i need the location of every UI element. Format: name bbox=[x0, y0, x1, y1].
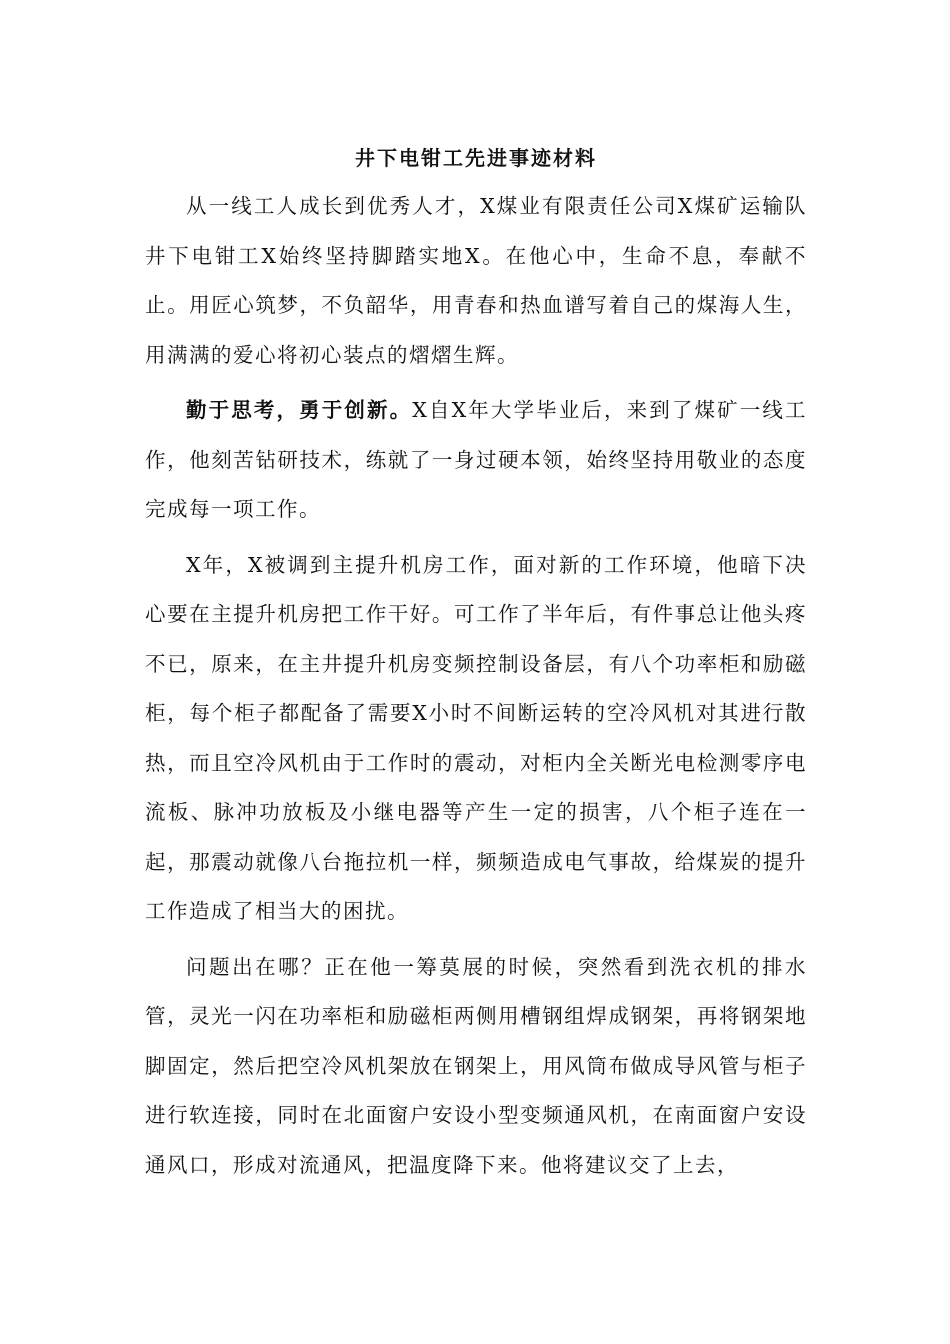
paragraph-3-text: X年，X被调到主提升机房工作，面对新的工作环境，他暗下决心要在主提升机房把工作干好。可工作了半年后，有件事总让他头疼不已，原来，在主井提升机房变频控制设备层，有八个功率柜和励磁柜，每个柜子都配备了需要X小时不间断运转的空冷风机对其进行散热，而且空冷风机由于工作时的震动，对柜内全关断光电检测零序电流板、脉冲功放板及小继电器等产生一定的损害，八个柜子连在一起，那震动就像八台拖拉机一样，频频造成电气事故，给煤炭的提升工作造成了相当大的困扰。 bbox=[145, 552, 807, 923]
paragraph-2-text: X自X年大学毕业后，来到了煤矿一线工作，他刻苦钻研技术，练就了一身过硬本领，始终坚持用敬业的态度完成每一项工作。 bbox=[145, 398, 808, 521]
document-title: 井下电钳工先进事迹材料 bbox=[355, 146, 597, 170]
paragraph-2 bbox=[145, 386, 807, 535]
paragraph-3 bbox=[145, 541, 807, 937]
document-body bbox=[145, 138, 807, 1190]
paragraph-2-lead: 勤于思考，勇于创新。 bbox=[186, 398, 413, 422]
paragraph-1 bbox=[145, 182, 807, 380]
paragraph-4-text: 问题出在哪？正在他一筹莫展的时候，突然看到洗衣机的排水管，灵光一闪在功率柜和励磁柜两侧用槽钢组焊成钢架，再将钢架地脚固定，然后把空冷风机架放在钢架上，用风筒布做成导风管与柜子进行软连接，同时在北面窗户安设小型变频通风机，在南面窗户安设通风口，形成对流通风，把温度降下来。他将建议交了上去， bbox=[145, 954, 807, 1177]
paragraph-4 bbox=[145, 943, 807, 1191]
paragraph-1-text: 从一线工人成长到优秀人才，X煤业有限责任公司X煤矿运输队井下电钳工X始终坚持脚踏实地X。在他心中，生命不息，奉献不止。用匠心筑梦，不负韶华，用青春和热血谱写着自己的煤海人生，用满满的爱心将初心装点的熠熠生辉。 bbox=[145, 194, 807, 367]
